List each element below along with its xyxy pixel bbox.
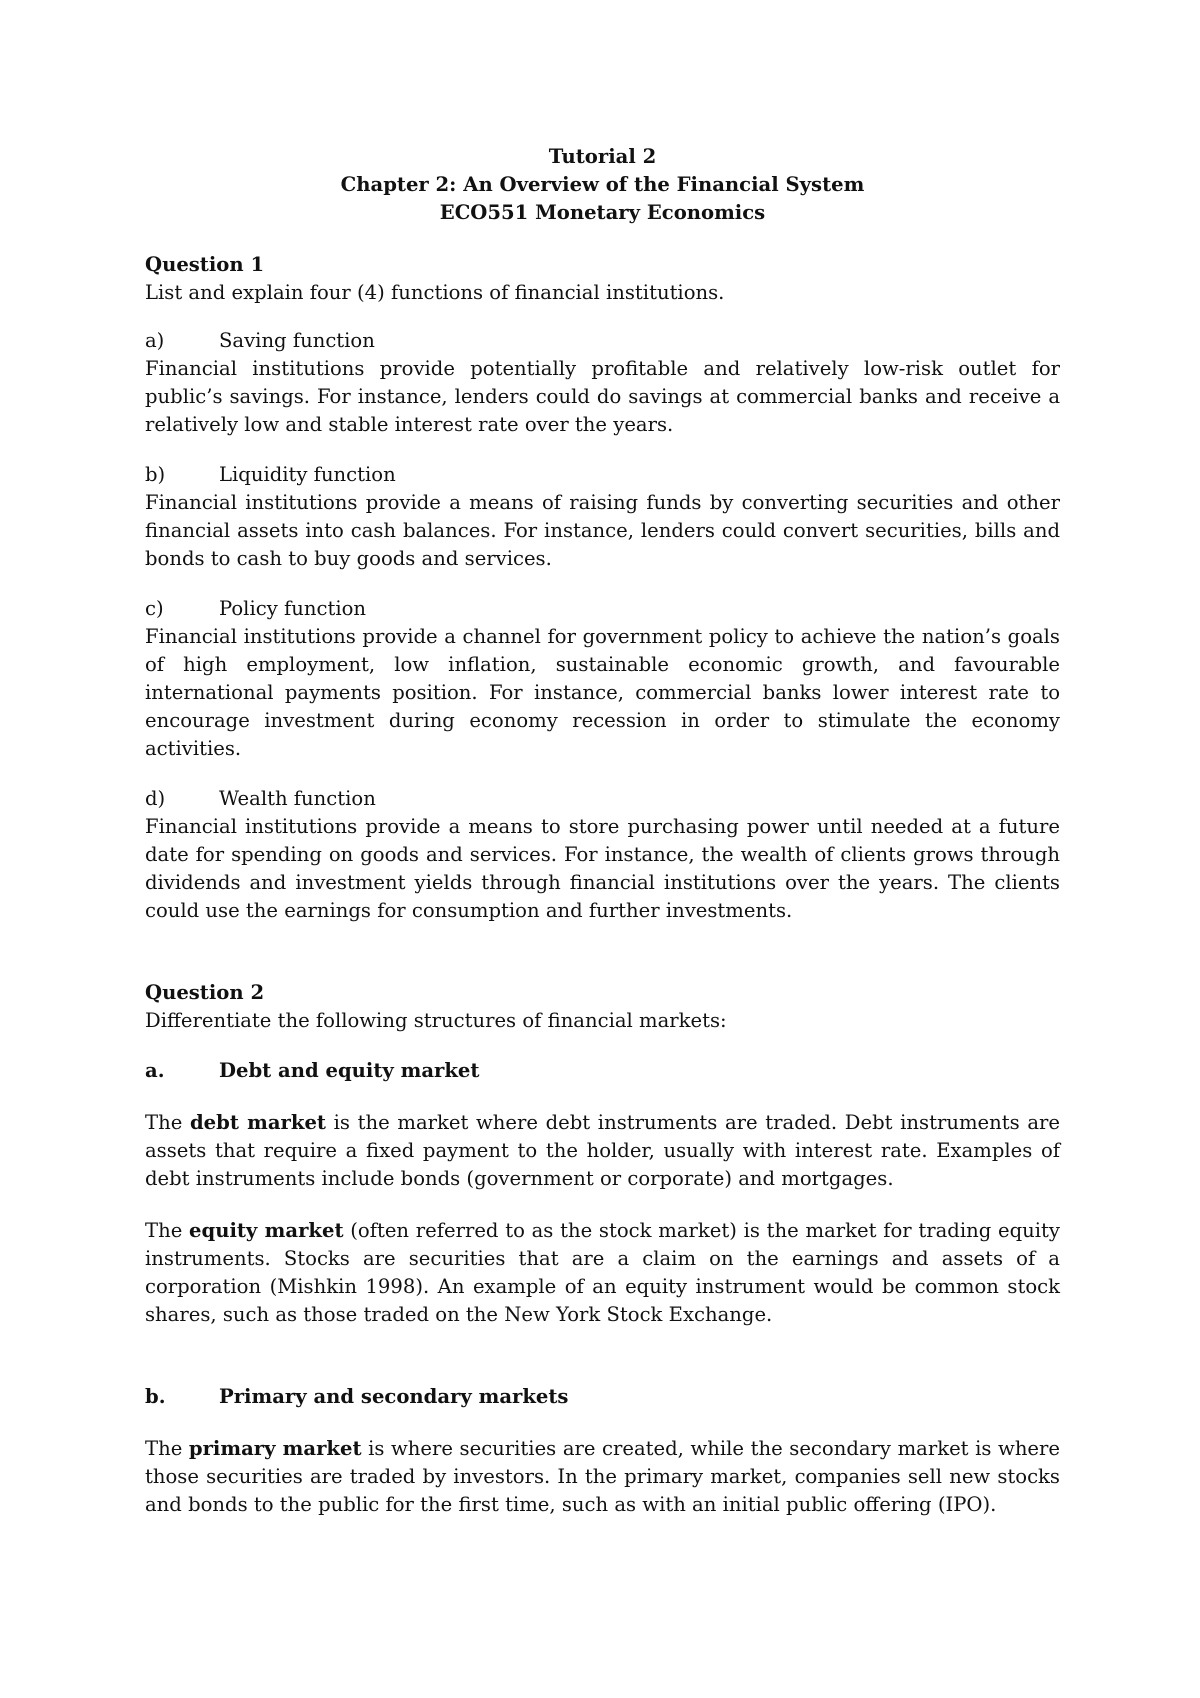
term-primary-market: primary market <box>188 1437 362 1460</box>
item-letter: c) <box>145 597 164 620</box>
q1-item-a-heading <box>145 327 1060 355</box>
q1-item-b-heading <box>145 461 1060 489</box>
item-title: Liquidity function <box>219 463 396 486</box>
item-title: Wealth function <box>219 787 376 810</box>
item-title: Saving function <box>219 329 375 352</box>
item-letter: a) <box>145 329 165 352</box>
doc-title: Tutorial 2 <box>548 145 657 168</box>
term-equity-market: equity market <box>189 1219 344 1242</box>
text-run: (often referred to as the stock market) is the market for trading equity instruments. Stocks are securities that are a claim on the earnings and assets of a corporation (Mishkin 1998). An example of an equity instrument would be common stock shares, such as those traded on the New York Stock Exchange. <box>145 1219 1060 1326</box>
q2-section-a-heading <box>145 1057 1060 1085</box>
q1-item-c-text: Financial institutions provide a channel for government policy to achieve the nation’s goals of high employment, low inflation, sustainable economic growth, and favourable international payments position. For instance, commercial banks lower interest rate to encourage investment during economy recession in order to stimulate the economy activities. <box>145 625 1060 760</box>
item-letter: b) <box>145 463 166 486</box>
doc-chapter: Chapter 2: An Overview of the Financial System <box>340 173 865 196</box>
item-letter: d) <box>145 787 166 810</box>
q2-section-b-heading <box>145 1383 1060 1411</box>
document-content <box>145 143 1060 1519</box>
primary-market-paragraph <box>145 1435 1060 1519</box>
text-run: The <box>145 1111 190 1134</box>
equity-market-paragraph <box>145 1217 1060 1329</box>
q1-item-b-text: Financial institutions provide a means of raising funds by converting securities and other financial assets into cash balances. For instance, lenders could convert securities, bills and bonds to cash to buy goods and services. <box>145 491 1060 570</box>
doc-course: ECO551 Monetary Economics <box>439 201 766 224</box>
item-title: Policy function <box>219 597 367 620</box>
question-1-prompt: List and explain four (4) functions of financial institutions. <box>145 281 725 304</box>
section-title: Debt and equity market <box>219 1059 480 1082</box>
q1-item-a-text: Financial institutions provide potentially profitable and relatively low-risk outlet for public’s savings. For instance, lenders could do savings at commercial banks and receive a relatively low and stable interest rate over the years. <box>145 357 1060 436</box>
q1-item-d-text: Financial institutions provide a means to store purchasing power until needed at a future date for spending on goods and services. For instance, the wealth of clients grows through dividends and investment yields through financial institutions over the years. The clients could use the earnings for consumption and further investments. <box>145 815 1060 922</box>
section-title: Primary and secondary markets <box>219 1385 569 1408</box>
q1-item-c-heading <box>145 595 1060 623</box>
text-run: is the market where debt instruments are traded. Debt instruments are assets that require a fixed payment to the holder, usually with interest rate. Examples of debt instruments include bonds (government or corporate) and mortgages. <box>145 1111 1060 1190</box>
text-run: The <box>145 1437 189 1460</box>
debt-market-paragraph <box>145 1109 1060 1193</box>
question-1-heading: Question 1 <box>145 253 265 276</box>
section-letter: b. <box>145 1385 166 1408</box>
section-letter: a. <box>145 1059 165 1082</box>
term-debt-market: debt market <box>189 1111 326 1134</box>
question-2-heading: Question 2 <box>145 981 265 1004</box>
question-2-prompt: Differentiate the following structures of financial markets: <box>145 1009 727 1032</box>
q1-item-d-heading <box>145 785 1060 813</box>
text-run: is where securities are created, while the secondary market is where those securities are traded by investors. In the primary market, companies sell new stocks and bonds to the public for the first time, such as with an initial public offering (IPO). <box>145 1437 1060 1516</box>
text-run: The <box>145 1219 190 1242</box>
